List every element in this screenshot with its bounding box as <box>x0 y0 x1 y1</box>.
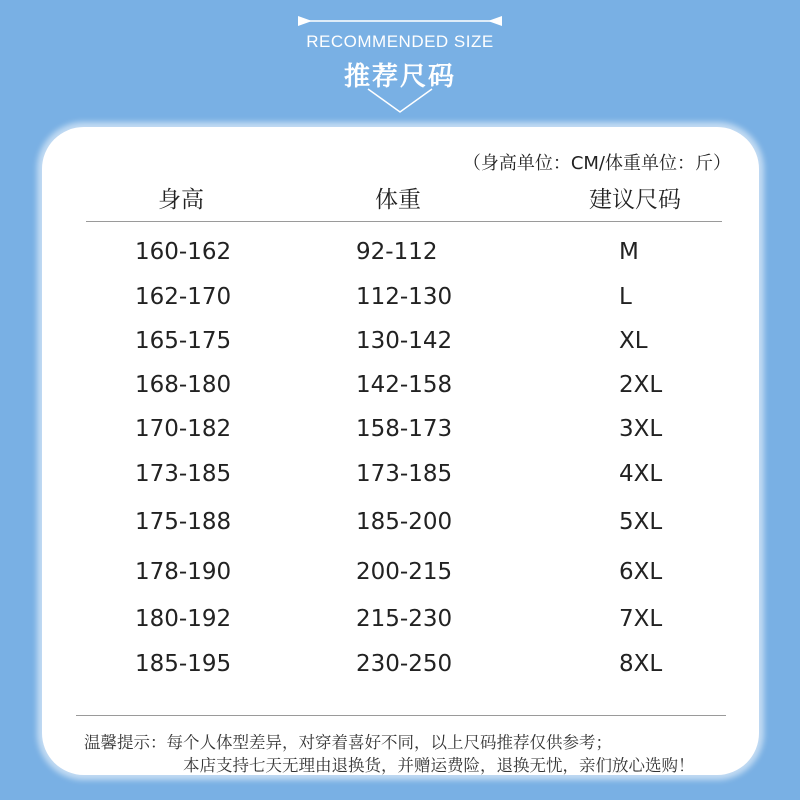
column-header-height: 身高 <box>158 187 204 213</box>
table-row <box>42 328 759 358</box>
height-cell: 162-170 <box>135 284 232 310</box>
height-cell: 178-190 <box>135 559 232 585</box>
size-cell: M <box>619 239 639 265</box>
height-cell: 185-195 <box>135 651 232 677</box>
table-row <box>42 284 759 314</box>
table-row <box>42 372 759 402</box>
table-row <box>42 651 759 681</box>
height-cell: 168-180 <box>135 372 232 398</box>
weight-cell: 92-112 <box>356 239 438 265</box>
table-row <box>42 416 759 446</box>
table-row <box>42 461 759 491</box>
unit-note: （身高单位：CM/体重单位：斤） <box>462 153 731 174</box>
height-cell: 170-182 <box>135 416 232 442</box>
height-cell: 173-185 <box>135 461 232 487</box>
size-cell: 4XL <box>619 461 663 487</box>
height-cell: 165-175 <box>135 328 232 354</box>
size-cell: 7XL <box>619 606 663 632</box>
table-row <box>42 509 759 539</box>
size-cell: 5XL <box>619 509 663 535</box>
page-title: 推荐尺码 <box>343 62 456 92</box>
size-cell: XL <box>619 328 648 354</box>
size-chart-card <box>42 127 759 775</box>
weight-cell: 173-185 <box>356 461 453 487</box>
weight-cell: 230-250 <box>356 651 453 677</box>
tip-line-1: 温馨提示：每个人体型差异，对穿着喜好不同，以上尺码推荐仅供参考； <box>84 733 612 752</box>
weight-cell: 130-142 <box>356 328 453 354</box>
header-divider <box>86 221 722 222</box>
weight-cell: 112-130 <box>356 284 453 310</box>
height-cell: 180-192 <box>135 606 232 632</box>
table-row <box>42 606 759 636</box>
size-cell: 3XL <box>619 416 663 442</box>
column-header-size: 建议尺码 <box>589 187 681 213</box>
column-header-weight: 体重 <box>375 187 421 213</box>
weight-cell: 142-158 <box>356 372 453 398</box>
english-title: RECOMMENDED SIZE <box>306 32 494 51</box>
weight-cell: 158-173 <box>356 416 453 442</box>
weight-cell: 215-230 <box>356 606 453 632</box>
table-row <box>42 559 759 589</box>
footer-divider <box>76 715 726 716</box>
tip-line-2: 本店支持七天无理由退换货，并赠运费险，退换无忧，亲们放心选购！ <box>183 756 695 775</box>
size-cell: 6XL <box>619 559 663 585</box>
size-cell: 8XL <box>619 651 663 677</box>
size-cell: 2XL <box>619 372 663 398</box>
header-banner <box>0 0 800 120</box>
weight-cell: 200-215 <box>356 559 453 585</box>
size-cell: L <box>619 284 632 310</box>
height-cell: 160-162 <box>135 239 232 265</box>
height-cell: 175-188 <box>135 509 232 535</box>
table-row <box>42 239 759 269</box>
weight-cell: 185-200 <box>356 509 453 535</box>
